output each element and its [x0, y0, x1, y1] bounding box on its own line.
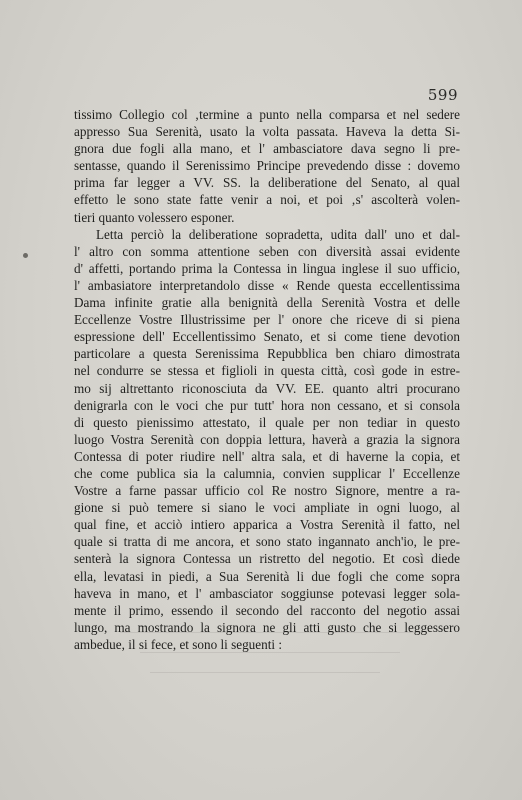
text-line: espressione dell' Eccellentissimo Senato, et si come tiene devotion	[74, 329, 460, 345]
text-line: denigrarla con le voci che pur tutt' hora non cessano, et si consola	[74, 397, 460, 413]
text-line: sentasse, quando il Serenissimo Principe prevedendo disse : dovemo	[74, 158, 460, 174]
text-line: appresso Sua Serenità, usato la volta passata. Haveva la detta Si-	[74, 124, 460, 140]
text-line: Contessa di poter riudire nell' altra sala, et di haverne la copia, et	[74, 448, 460, 464]
text-line: effetto le sono state fatte venir a noi, et poi ‚s' ascolterà volen-	[74, 192, 460, 208]
text-line: d' affetti, portando prima la Contessa in lingua inglese il suo ufficio,	[74, 260, 460, 276]
text-line: quale si tratta di me ancora, et sono stato ingannato anch'io, le pre-	[74, 534, 460, 550]
text-line: l' ambasiatore interpretandolo disse « Rende questa eccellentissima	[74, 277, 460, 293]
text-line: Letta perciò la deliberatione sopradetta, udita dall' uno et dal-	[96, 226, 460, 242]
margin-dot	[23, 253, 28, 258]
text-line: senterà la signora Contessa un ristretto del negotio. Et così diede	[74, 551, 460, 567]
text-line: di questo pienissimo attestato, il quale per non tediar in questo	[74, 414, 460, 430]
text-line: haveva in mano, et l' ambasciator soggiunse potevasi legger sola-	[74, 585, 460, 601]
text-line: particolare a questa Serenissima Repubblica ben chiaro dimostrata	[74, 346, 460, 362]
text-line: Vostre a farne passar ufficio col Re nostro Signore, mentre a ra-	[74, 483, 460, 499]
text-line: Dama infinite gratie alla benignità della Serenità Vostra et delle	[74, 295, 460, 311]
text-line: che come publica sia la calumnia, convien supplicar l' Eccellenze	[74, 465, 460, 481]
text-line: mo sij altrettanto riconosciuta da VV. EE. quanto altri procurano	[74, 380, 460, 396]
text-line: luogo Vostra Serenità con doppia lettura, haverà a grazia la signora	[74, 431, 460, 447]
text-line: tissimo Collegio col ‚termine a punto nella comparsa et nel sedere	[74, 107, 460, 122]
text-line: l' altro con somma attentione seben con diversità assai evidente	[74, 243, 460, 259]
text-line: qual fine, et acciò intiero apparica a Vostra Serenità il fatto, nel	[74, 517, 460, 533]
text-line: Eccellenze Vostre Illustrissime per l' onore che riceve di si piena	[74, 312, 460, 328]
show-through-line	[150, 672, 380, 673]
paragraph	[74, 226, 460, 653]
text-line: prima far legger a VV. SS. la deliberatione del Senato, al qual	[74, 175, 460, 191]
text-line: tieri quanto volessero esponer.	[74, 209, 235, 225]
body-text	[74, 106, 460, 653]
text-line: mente il primo, essendo il secondo del racconto del negotio assai	[74, 602, 460, 618]
text-line: gnora due fogli alla mano, et l' ambasciatore dava segno li pre-	[74, 141, 460, 157]
paragraph	[74, 106, 460, 226]
text-line: lungo, ma mostrando la signora ne gli atti gusto che si leggessero	[74, 619, 460, 635]
text-line: nel condurre se stessa et figlioli in questa città, così gode in estre-	[74, 363, 460, 379]
text-line: ella, levatasi in piedi, a Sua Serenità li due fogli che come sopra	[74, 568, 460, 584]
text-line: gione si può temere si siano le voci ampliate in ogni luogo, al	[74, 500, 460, 516]
page-number: 599	[427, 86, 458, 104]
text-line: ambedue, il si fece, et sono li seguenti :	[74, 636, 283, 652]
